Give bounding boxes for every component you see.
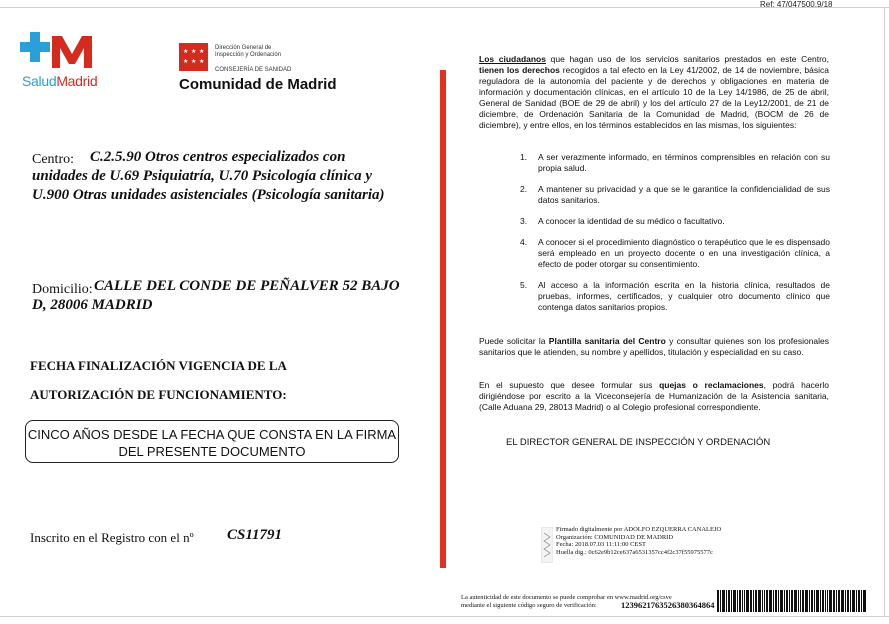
domicilio-value: CALLE DEL CONDE DE PEÑALVER 52 BAJO D, 28006 MADRID [32, 278, 400, 313]
centro-value: C.2.5.90 Otros centros especializados con unidades de U.69 Psiquiatría, U.70 Psicología clínica y U.900 Otras unidades asistenciales (Psicología sanitaria) [32, 149, 385, 203]
item-text: A mantener su privacidad y a que se le garantice la confidencialidad de sus datos sanitarios. [538, 184, 830, 205]
red-divider [440, 70, 446, 568]
verificacion-line-2: mediante el siguiente código seguro de verificación: [461, 602, 597, 609]
salud-word: Salud [22, 73, 57, 89]
plantilla-text-b: y consultar quienes son los profesionales sanitarios que le atienden, su nombre y apellidos, titulación y especialidad en su caso. [479, 336, 830, 357]
registro-value: CS11791 [227, 527, 283, 543]
direccion-line-1: Dirección General de [215, 45, 272, 51]
intro-text-a: que hagan uso de los servicios sanitarios prestados en este Centro, [545, 54, 829, 64]
item-number: 2. [520, 184, 528, 194]
verificacion-code: 1239621763526380364864 [621, 600, 715, 610]
quejas-paragraph [479, 380, 829, 413]
comunidad-flag-icon: ★ ★ ★ ★ ★ ★ [179, 43, 208, 71]
derechos-intro [479, 54, 829, 131]
list-item [520, 237, 830, 270]
direccion-general-label [215, 45, 281, 59]
intro-text-b: recogidos a tal efecto en la Ley 41/2002, de 14 de noviembre, básica reguladora de la autonomía del paciente y de derechos y obligaciones en materia de información y documentación clínicas, en el artículo 10 de la Ley 14/1986, de 25 de abril, General de Sanidad (BOE de 29 de abril) y los del artículo 27 de la Ley12/2001, de 21 de diciembre, de Ordenación Sanitaria de la Comunidad de Madrid, (BOCM de 26 de diciembre), y entre ellos, en los términos establecidos en las mismas, los siguientes: [479, 65, 829, 130]
page-frame-bottom [0, 616, 889, 617]
derechos-list [520, 152, 830, 323]
digital-signature-icon [541, 527, 553, 563]
intro-ciudadanos: Los ciudadanos [479, 54, 546, 64]
firma-digital-block [556, 526, 721, 556]
item-number: 1. [520, 152, 528, 162]
list-item [520, 184, 830, 206]
direccion-line-2: Inspección y Ordenación [215, 52, 282, 58]
quejas-text-b: , podrá hacerlo dirigiéndose por escrito a la Viceconsejería de Humanización de la Asistencia sanitaria, (Calle Aduana 29, 28013 Madrid) o al Colegio profesional correspondiente. [479, 380, 829, 412]
item-text: A ser verazmente informado, en términos comprensibles en relación con su propia salud. [538, 152, 830, 173]
verificacion-line-1: La autenticidad de este documento se puede comprobar en www.madrid.org/csve [461, 594, 672, 601]
vigencia-box [25, 420, 399, 463]
item-text: A conocer la identidad de su médico o facultativo. [538, 216, 725, 226]
list-item [520, 280, 830, 313]
list-item [520, 216, 830, 227]
page-frame-right [884, 7, 885, 617]
barcode-icon [717, 590, 867, 612]
fecha-vigencia-title-1: FECHA FINALIZACIÓN VIGENCIA DE LA [30, 358, 287, 373]
director-signature-title: EL DIRECTOR GENERAL DE INSPECCIÓN Y ORDENACIÓN [506, 437, 771, 448]
page-frame-top [0, 7, 889, 8]
fecha-vigencia-title-2: AUTORIZACIÓN DE FUNCIONAMIENTO: [30, 387, 287, 402]
plantilla-text-a: Puede solicitar la [479, 336, 549, 346]
quejas-text-a: En el supuesto que desee formular sus [479, 380, 660, 390]
salud-madrid-wordmark [22, 73, 97, 89]
item-number: 5. [520, 280, 528, 290]
list-item [520, 152, 830, 174]
item-text: Al acceso a la información escrita en la historia clínica, resultados de pruebas, informes, certificados, y cualquier otro documento clínico que contenga datos sanitarios propios. [538, 280, 830, 312]
madrid-word: Madrid [56, 73, 98, 89]
plantilla-bold: Plantilla sanitaria del Centro [548, 336, 666, 346]
registro-label: Inscrito en el Registro con el nº [30, 530, 194, 545]
reference-number: Ref: 47/047500.9/18 [760, 0, 833, 9]
comunidad-name: Comunidad de Madrid [179, 76, 337, 93]
plantilla-paragraph [479, 336, 829, 358]
vigencia-text: CINCO AÑOS DESDE LA FECHA QUE CONSTA EN LA FIRMA DEL PRESENTE DOCUMENTO [27, 427, 397, 459]
firma-line-4: Huella dig.: 0c62e9b12ce637a6531357cc4f2c37f55975577c [556, 548, 713, 556]
quejas-bold: quejas o reclamaciones [659, 380, 764, 390]
firma-line-1: Firmado digitalmente por ADOLFO EZQUERRA CANALEJO [556, 526, 722, 533]
domicilio-label: Domicilio: [32, 282, 93, 297]
item-number: 4. [520, 237, 528, 247]
consejeria-label: CONSEJERÍA DE SANIDAD [215, 67, 292, 73]
firma-line-2: Organización: COMUNIDAD DE MADRID [556, 533, 674, 541]
item-text: A conocer si el procedimiento diagnóstico o terapéutico que le es dispensado será empleado en un proyecto docente o en una investigación clínica, a efecto de poder otorgar su consentimiento. [538, 237, 830, 269]
intro-derechos: tienen los derechos [479, 65, 560, 75]
firma-line-3: Fecha: 2018.07.03 11:11:00 CEST [556, 541, 646, 548]
centro-label: Centro: [32, 152, 74, 167]
item-number: 3. [520, 216, 528, 226]
